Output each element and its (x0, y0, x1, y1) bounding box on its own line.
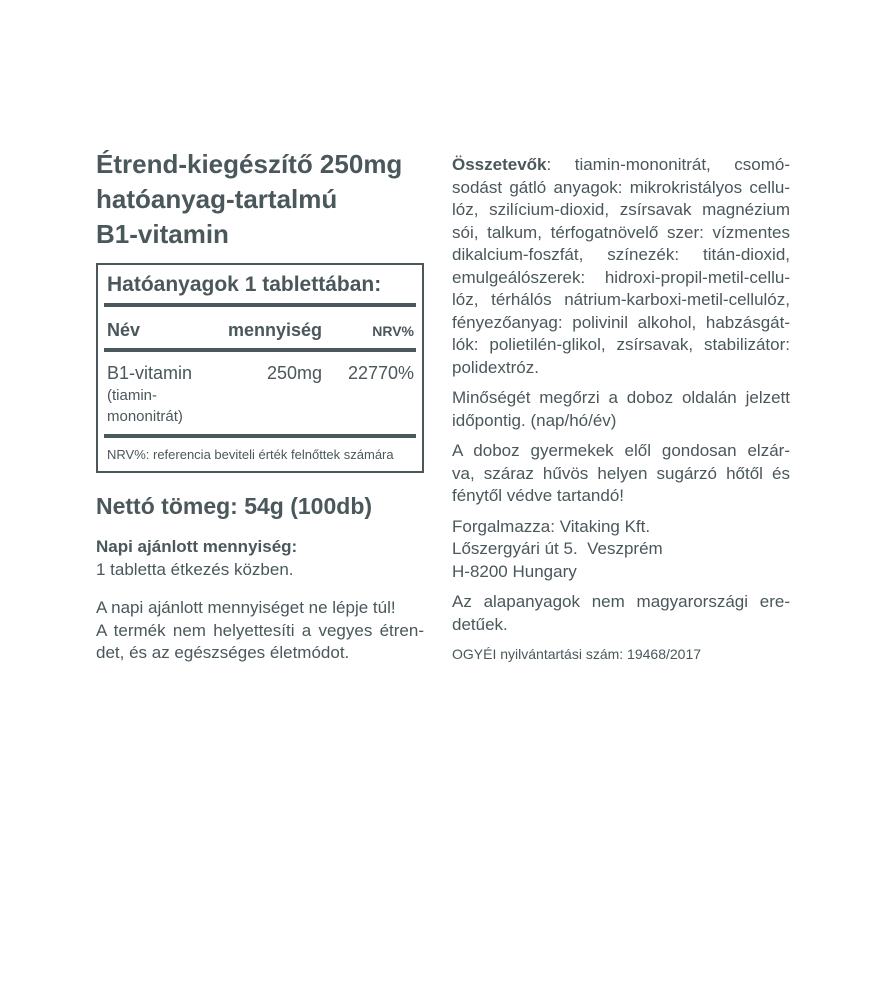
origin-paragraph: Az alapanyagok nem magyarországi ere- detűek. (452, 592, 790, 634)
product-title: Étrend-kiegészítő 250mg hatóanyag-tartalmú B1-vitamin (96, 149, 403, 249)
quality-paragraph: Minőségét megőrzi a doboz oldalán jelzett időpontig. (nap/hó/év) (452, 388, 790, 430)
column-header-nrv: NRV% (372, 323, 414, 339)
column-header-quantity: mennyiség (227, 320, 322, 340)
left-column (96, 147, 424, 673)
ingredient-name-sub: (tiamin-mononitrát) (107, 387, 183, 425)
warning-diet: A termék nem helyettesíti a vegyes étren- det, és az egészséges életmódot. (96, 620, 424, 662)
right-column (452, 154, 790, 664)
daily-dose-block (96, 536, 424, 581)
column-header-name: Név (107, 320, 141, 340)
distributor-block: Forgalmazza: Vitaking Kft. Lőszergyári út 5. Veszprém H-8200 Hungary (452, 516, 663, 581)
warning-overdose: A napi ajánlott mennyiséget ne lépje túl! (96, 598, 396, 617)
table-column-header-row (98, 307, 422, 348)
daily-dose-heading: Napi ajánlott mennyiség: (96, 537, 298, 556)
cell-name (107, 363, 222, 426)
ingredient-name: B1-vitamin (107, 363, 193, 383)
cell-nrv: 22770% (347, 363, 414, 383)
daily-dose-text: 1 tabletta étkezés közben. (96, 559, 294, 579)
storage-paragraph: A doboz gyermekek elől gondosan elzár- va, száraz hűvös helyen sugárzó hőtől és fénytől védve tartandó! (452, 441, 790, 505)
registration-number: OGYÉI nyilvántartási szám: 19468/2017 (452, 646, 702, 662)
ingredients-paragraph: Összetevők: tiamin-mononitrát, csomó- sodást gátló anyagok: mikrokristályos cellu- lóz, szilícium-dioxid, zsírsavak magnézium sói, talkum, térfogatnövelő szer: vízmentes dikalcium-foszfát, színezék: titán-dioxid, emulgeálószerek: hidroxi-propil-metil-cellu- lóz, térhálós nátrium-karboxi-metil-cellulóz, fényezőanyag: polivinil alkohol, habzásgát- lók: polietilén-glikol, zsírsavak, stabilizátor: polidextróz. (452, 155, 790, 377)
table-row (98, 352, 422, 434)
cell-quantity: 250mg (266, 363, 322, 383)
table-footnote: NRV%: referencia beviteli érték felnőttek számára (107, 447, 394, 462)
nutrition-table (96, 263, 424, 473)
net-weight: Nettó tömeg: 54g (100db) (96, 493, 373, 519)
table-title: Hatóanyagok 1 tablettában: (107, 273, 382, 296)
